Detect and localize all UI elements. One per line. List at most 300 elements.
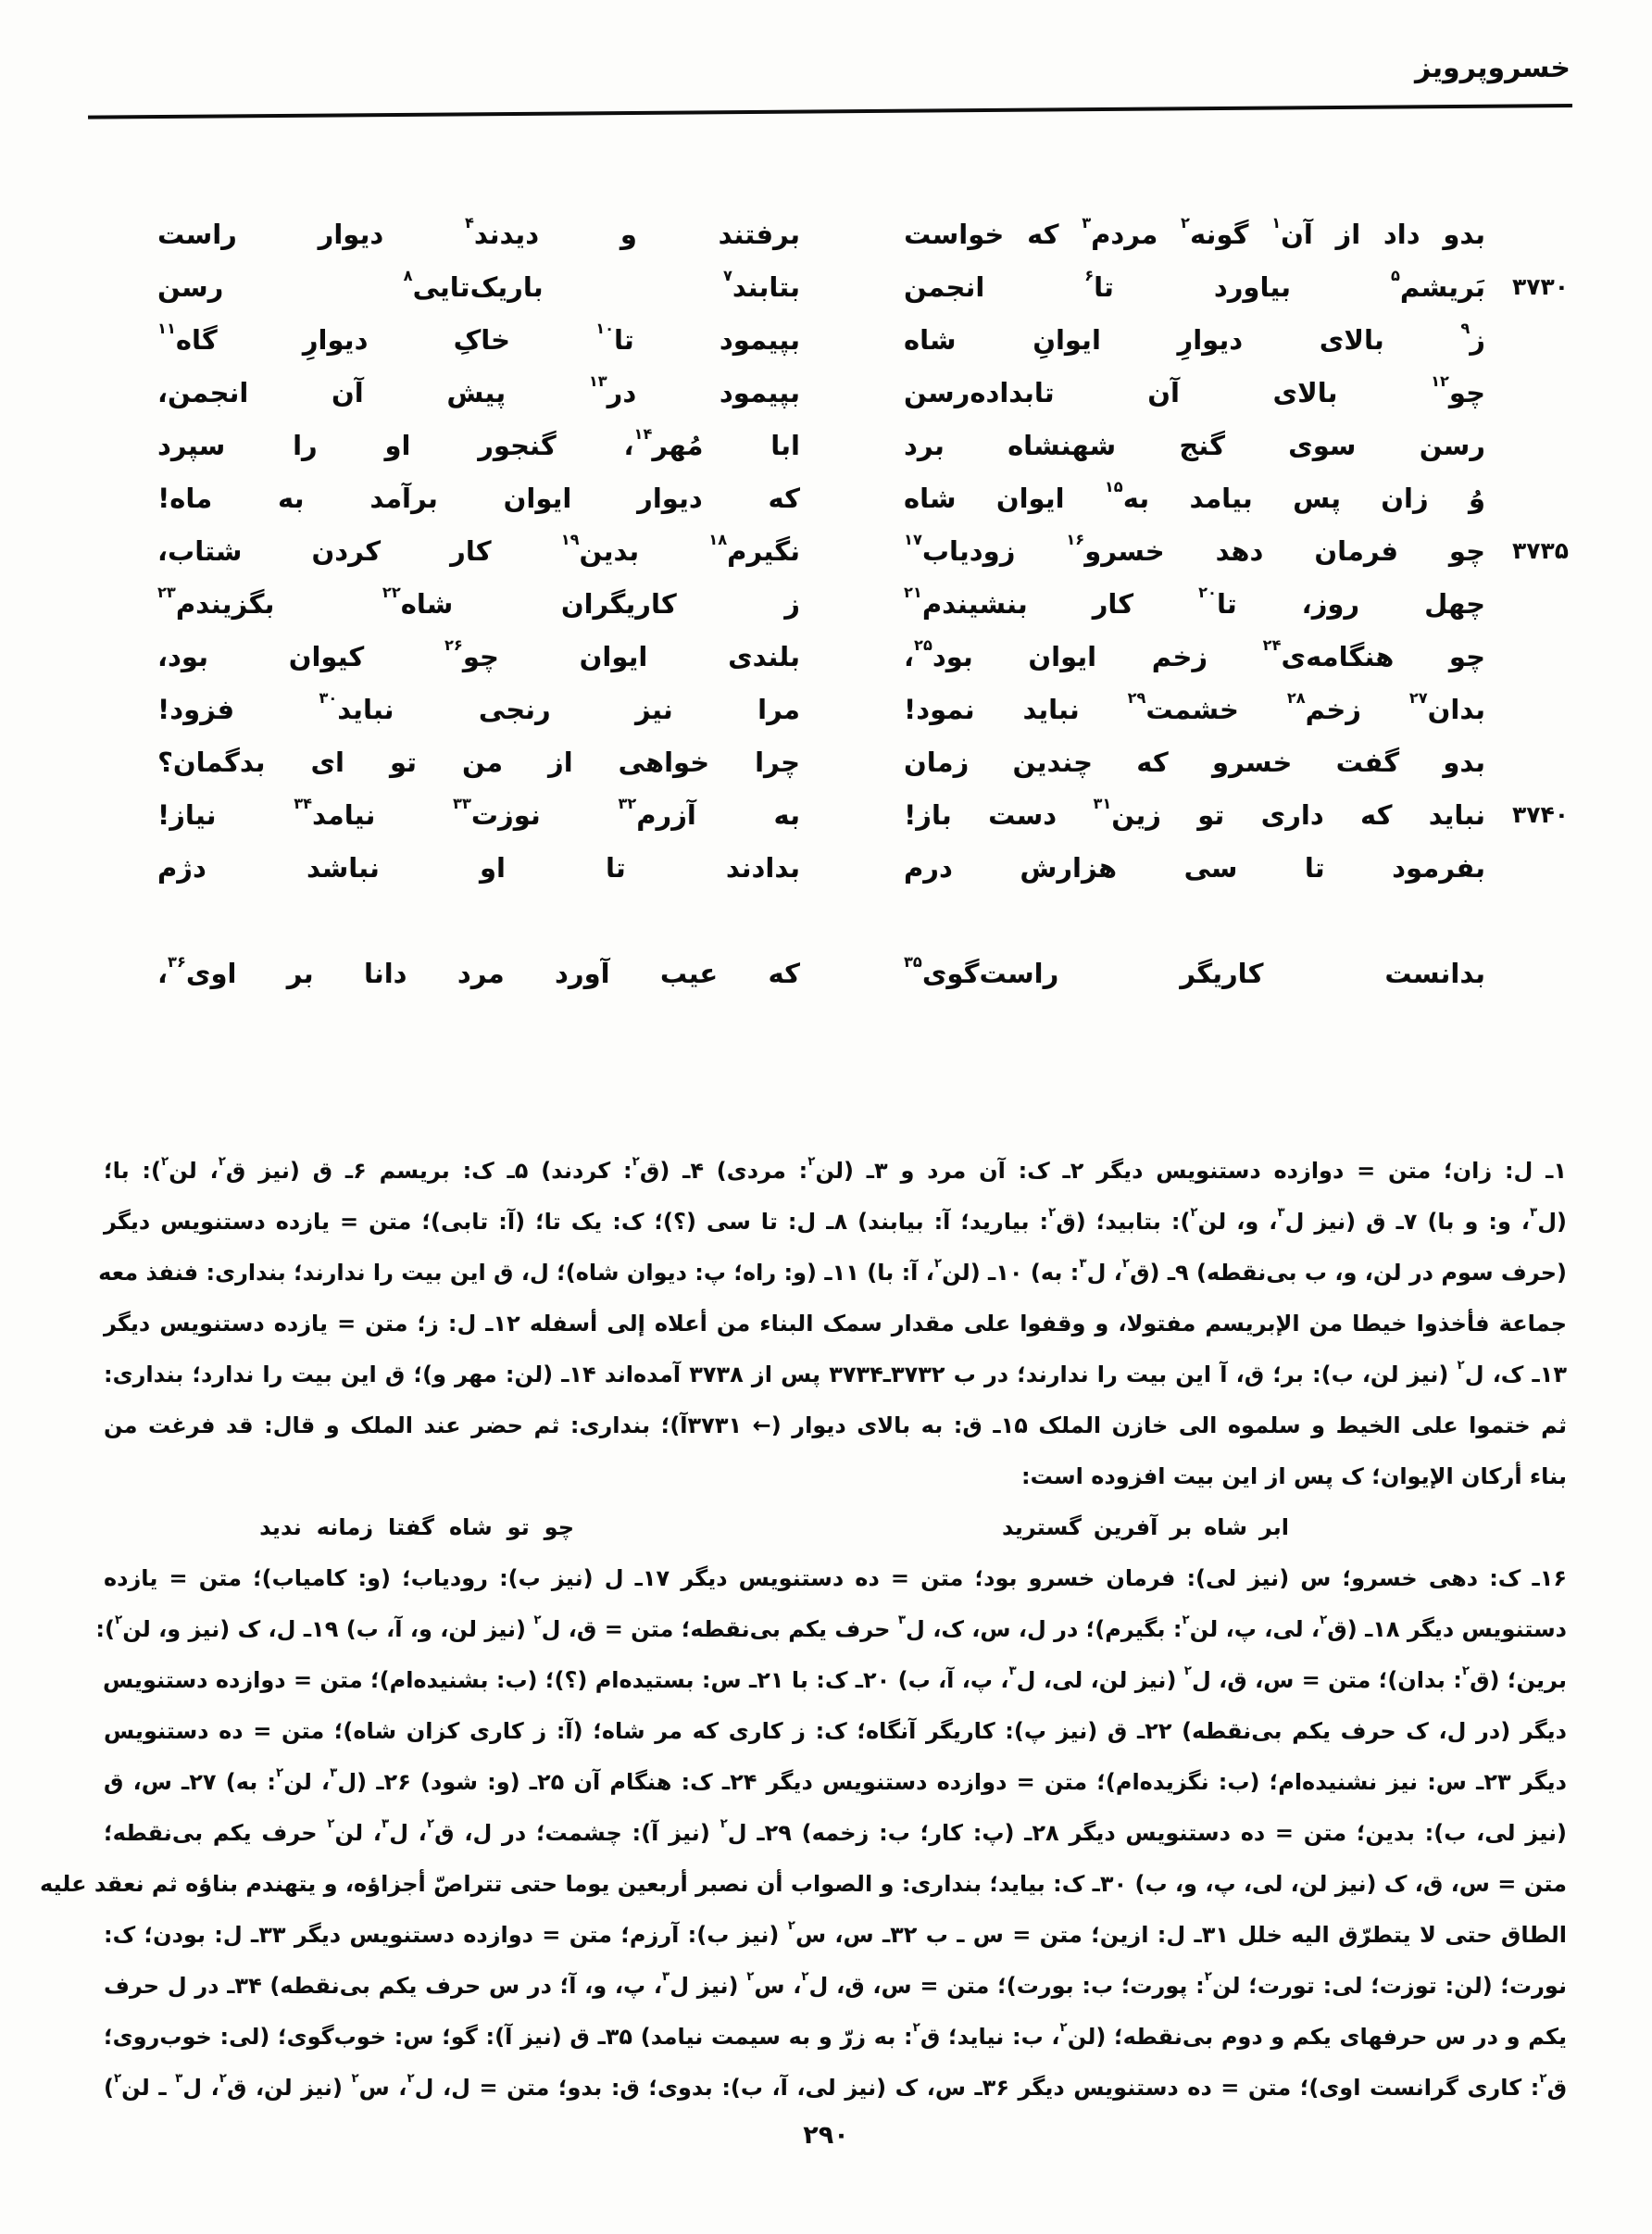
apparatus-line: ۱ـ ل: زان؛ متن = دوازده دستنویس دیگر ۲ـ ک: آن مرد و ۳ـ (لن$^۲$: مردی) ۴ـ (ق$^۲$: کردند) ۵ـ ک: بریسم ۶ـ ق (نیز ق$^۲$، لن$^۲$): با؛ [104,1155,1568,1184]
apparatus-line: (حرف سوم در لن، و، ب بی‌نقطه) ۹ـ (ق$^۲$، ل$^۳$: به) ۱۰ـ (لن$^۲$، آ: با) ۱۱ـ (و: راه؛ پ: دیوان شاه)؛ ل، ق این بیت را ندارند؛ بنداری: فنفذ معه [98,1257,1567,1286]
word: باریک‌تایی$^۸$ [403,267,544,303]
footnote-ref: ۲۰ [1198,584,1217,602]
hemistich-left [157,795,800,831]
word: بپیمود [719,323,800,356]
hemistich-right [904,478,1485,514]
word: زودیاب$^{۱۷}$ [904,531,1016,567]
footnote-ref: ۲ [1539,2072,1547,2087]
footnote-ref: ۱۵ [1104,478,1123,496]
word: تابداده‌رسن [904,376,1055,408]
word: ایوانِ [1032,323,1101,356]
couplet-row [157,207,1569,260]
word: دیوار [637,482,703,514]
hemistich-left [157,852,800,884]
word: داری [1260,798,1324,831]
apparatus-line: ثم ختموا علی الخیط و سلموه الی خازن الملک ۱۵ـ ق: به بالای دیوار (← ۳۷۳۱آ)؛ بنداری: ثم حضر عند الملک و قال: قد فرغت من [104,1412,1568,1438]
footnote-ref: ۳۵ [904,953,922,972]
word: از [548,746,573,778]
footnote-ref: ۲ [1059,2021,1068,2036]
footnote-ref: ۲ [1457,1359,1465,1374]
footnote-ref: ۲ [276,1766,284,1781]
word: بدین$^{۱۹}$ [560,531,640,567]
word: ایوان [503,482,572,514]
word: آزرم$^{۳۲}$ [618,795,696,831]
footnote-ref: ۷ [722,267,732,285]
hemistich-right [904,430,1485,461]
word: نباید [1022,693,1080,725]
word: دیوارِ [1177,323,1244,356]
footnote-ref: ۲ [746,1970,755,1985]
word: در$^{۱۳}$ [588,372,637,408]
footnote-ref: ۲ [801,1970,809,1985]
footnote-ref: ۱۲ [1431,372,1449,391]
word: کار [1092,587,1134,620]
word: آن [332,376,364,408]
word: چهل [1424,587,1485,620]
word: دژم [157,851,206,884]
hemistich-left [157,747,800,778]
word: سوی [1288,429,1357,461]
footnote-ref: ۲۱ [904,584,922,602]
word: نمود! [904,693,975,725]
word: وُ [1468,482,1485,514]
footnote-ref: ۲ [1320,1613,1328,1628]
word: شاه [904,482,957,514]
word: به$^{۱۵}$ [1104,478,1150,514]
footnote-ref: ۳ [662,1970,670,1985]
footnote-ref: ۲ [327,1817,335,1832]
word: زخم$^{۲۸}$ [1286,689,1361,725]
word: دست [988,798,1058,831]
word: گفتا [387,1514,434,1540]
word: فرمان [1314,534,1398,567]
couplet-row [157,260,1569,313]
footnote-ref: ۹ [1460,320,1471,338]
apparatus-line: دستنویس دیگر ۱۸ـ (ق$^۲$، لی، پ، لن$^۲$: بگیرم)؛ در ل، س، ک، ل$^۳$ حرف یکم بی‌نقطه؛ متن = ق، ل$^۲$ (نیز لن، و، آ، ب) ۱۹ـ ل، ک (نیز و، لن$^۲$): [95,1613,1567,1642]
word: ز$^۹$ [1460,320,1485,356]
word: زین$^{۳۱}$ [1093,795,1161,831]
word: نباید [1428,798,1485,831]
footnote-ref: ۱۸ [708,531,728,549]
word: گفت [1335,746,1400,778]
word: بتابند$^۷$ [722,267,800,303]
hemistich-left [157,425,800,461]
word: بپیمود [719,376,800,408]
word: نیاز! [157,798,217,831]
word: شاه [904,323,957,356]
apparatus-line: نورت؛ (لن: توزت؛ لی: تورت؛ لن$^۲$: پورت؛ ب: بورت)؛ متن = س، ق، ل$^۲$، س$^۲$ (نیز ل$^۳$، پ، و، آ؛ در س حرف یکم بی‌نقطه) ۳۴ـ در ل حرف [104,1970,1567,1999]
poem-two-columns [157,207,1569,999]
word: من [462,746,504,778]
word: او [384,429,411,461]
inserted-verse-right [1002,1502,1289,1553]
footnote-ref: ۲ [113,2072,122,2087]
footnote-ref: ۲ [1183,1664,1192,1679]
hemistich-left [157,483,800,514]
hemistich-right [904,795,1485,831]
word: آورد [555,957,610,989]
word: بیاورد [1213,270,1292,303]
footnote-ref: ۲ [807,1155,816,1170]
word: بدو [1443,218,1485,250]
word: مُهر$^{۱۴}$، [623,425,704,461]
word: خسرو$^{۱۶}$ [1066,531,1165,567]
hemistich-right [904,267,1485,303]
apparatus-line: جماعة فأخذوا خیطا من الإبریسم مفتولا، و وقفوا علی مقدار سمک البناء من أعلاه إلی أسفله ۱۲ـ ل: ز؛ متن = یازده دستنویس دیگر [104,1311,1567,1337]
word: گونه$^۲$ [1181,214,1249,250]
footnote-ref: ۲ [933,1257,943,1272]
word: زمان [904,746,970,778]
footnote-ref: ۵ [1391,267,1400,285]
footnote-ref: ۴ [464,214,474,232]
word: به [773,798,800,831]
word: نباشد [306,851,380,884]
footnote-ref: ۲۴ [1262,636,1282,655]
word: هنگامه‌ی$^{۲۴}$ [1262,636,1395,672]
word: تو [1197,798,1225,831]
footnote-ref: ۲ [1181,214,1190,232]
word: دهد [1215,534,1264,567]
word: بلندی [728,640,800,672]
word: تو [507,1514,530,1540]
word: خشمت$^{۲۹}$ [1127,689,1239,725]
word: شاه [448,1514,493,1540]
hemistich-left [157,320,800,356]
hemistich-right [904,747,1485,778]
couplet-row [157,419,1569,471]
footnote-ref: ۲۶ [444,636,463,655]
word: ای [310,746,344,778]
word: کاریگر [1180,957,1264,989]
couplet-row [157,313,1569,366]
hemistich-left [157,953,800,989]
word: خواست [904,218,1005,250]
couplet-row [157,947,1569,999]
apparatus-line: (ل$^۳$، و: و با) ۷ـ ق (نیز ل$^۳$، و، لن$^۲$): بتابید؛ (ق$^۲$: بیارید؛ آ: بیابند) ۸ـ ل: تا سی (؟)؛ ک: یک تا؛ (آ: تابی)؛ متن = یازده دستنویس دیگر [104,1206,1567,1235]
word: که [768,482,800,514]
hemistich-right [904,214,1485,250]
hemistich-left [157,636,800,672]
word: گنج [1179,429,1225,461]
footnote-ref: ۲ [114,1613,123,1628]
word: چرا [755,746,800,778]
word: و [620,218,637,250]
inserted-verse-row [104,1502,1567,1553]
footnote-ref: ۲ [160,1155,169,1170]
word: آن [1147,376,1180,408]
word: زمانه [316,1514,374,1540]
word: ایوان [995,482,1065,514]
word: داد [1383,218,1420,250]
word: مرد [457,957,505,989]
footnote-ref: ۲۵ [914,636,932,655]
footnote-ref: ۱۱ [157,320,176,338]
apparatus-line: دیگر (در ل، ک حرف یکم بی‌نقطه) ۲۲ـ ق (نیز پ): کاریگر آنگاه؛ ک: ز کاری که مر شاه؛ (آ: ز کاری کزان شاه)؛ متن = ده دستنویس [104,1718,1567,1744]
word: آن$^۱$ [1271,214,1313,250]
footnote-ref: ۲ [787,1919,795,1934]
word: رسن [1419,429,1485,461]
word: گاه$^{۱۱}$ [157,320,218,356]
footnote-ref: ۱ [1271,214,1282,232]
footnote-ref: ۲۷ [1408,689,1428,708]
couplet-row [157,735,1569,788]
word: ابر [1258,1514,1289,1540]
word: ابا [770,429,800,461]
verse-number: ۳۷۳۰ [1511,273,1569,300]
word: تا [606,851,626,884]
word: اوی$^{۳۶}$، [157,953,237,989]
word: شهنشاه [1007,429,1117,461]
word: مرا [757,693,800,725]
hemistich-left [157,214,800,250]
footnote-ref: ۳ [897,1613,907,1628]
footnote-ref: ۳ [1082,214,1092,232]
word: کاریگران [560,587,677,620]
word: نوزت$^{۳۳}$ [453,795,541,831]
footnote-ref: ۲ [219,2072,227,2087]
page-number: ۲۹۰ [803,2121,849,2150]
couplet-row [157,683,1569,735]
footnote-ref: ۱۹ [560,531,580,549]
word: بالای [1319,323,1384,356]
apparatus-line: (نیز لی، ب): بدین؛ متن = ده دستنویس دیگر ۲۸ـ (پ: کار؛ ب: زخمه) ۲۹ـ ل$^۲$ (نیز آ): چشمت؛ در ل، ق$^۲$، ل$^۳$، لن$^۲$ حرف یکم بی‌نقطه؛ [104,1817,1568,1846]
word: ندید [259,1514,302,1540]
word: بر [286,957,314,989]
footnote-ref: ۳ [1277,1206,1285,1221]
word: چو$^{۲۶}$ [444,636,499,672]
word: روز، [1301,587,1360,620]
word: تا$^{۲۰}$ [1198,584,1237,620]
word: بفرمود [1392,851,1485,884]
footnote-ref: ۲ [720,1817,728,1832]
word: چو$^{۱۲}$ [1431,372,1485,408]
word: ز [784,587,800,620]
couplet-row [157,471,1569,524]
word: بگزیندم$^{۲۳}$ [157,584,275,620]
footnote-ref: ۳۳ [453,795,471,813]
footnote-ref: ۲ [1190,1206,1198,1221]
word: کیوان [288,640,365,672]
couplet-row [157,366,1569,419]
word: راست‌گوی$^{۳۵}$ [904,953,1059,989]
couplet-row [157,788,1569,841]
word: هزارش [1020,851,1118,884]
word: برآمد [369,482,438,514]
footnote-ref: ۳ [175,2072,183,2087]
footnote-ref: ۲ [1048,1206,1057,1221]
word: دیوارِ [302,323,369,356]
word: سپرد [157,429,226,461]
hemistich-right [904,584,1485,620]
hemistich-right [904,320,1485,356]
word: بدگمان؟ [157,746,266,778]
apparatus-line: بناء أرکان الإیوان؛ ک پس از این بیت افزوده است: [1021,1463,1567,1489]
footnote-ref: ۱۷ [904,531,922,549]
word: ماه! [157,482,213,514]
footnote-ref: ۲ [1121,1257,1131,1272]
footnote-ref: ۲۳ [157,584,176,602]
footnote-ref: ۲۲ [382,584,401,602]
word: خاکِ [453,323,511,356]
apparatus-line: ۱۳ـ ک، ل$^۲$ (نیز لن، ب): بر؛ ق، آ این بیت را ندارند؛ در ب ۳۷۳۲ـ۳۷۳۴ پس از ۳۷۳۸ آمده‌اند ۱۴ـ (لن: مهر و)؛ ق این بیت را ندارد؛ بنداری: [104,1359,1568,1387]
couplet-row [157,841,1569,894]
hemistich-left [157,689,800,725]
word: انجمن، [157,376,249,408]
hemistich-right [904,531,1485,567]
footnote-ref: ۲ [218,1155,226,1170]
footnote-ref: ۳ [330,1766,338,1781]
hemistich-right [904,953,1485,989]
footnote-ref: ۳۰ [319,689,338,708]
word: کردن [311,534,382,567]
running-header-title: خسروپرویز [1415,52,1571,84]
footnote-ref: ۱۰ [595,320,615,338]
apparatus-line: برین؛ (ق$^۲$: بدان)؛ متن = س، ق، ل$^۲$ (نیز لن، لی، ل$^۳$، پ، آ، ب) ۲۰ـ ک: با ۲۱ـ س: بستیده‌ام (؟)؛ (ب: بشنیده‌ام)؛ متن = دوازده دستنویس [103,1664,1567,1693]
word: که [1360,798,1393,831]
word: تا$^۶$ [1084,267,1114,303]
word: که [768,957,800,989]
word: به [278,482,305,514]
word: نگیرم$^{۱۸}$ [708,531,800,567]
word: مردم$^۳$ [1082,214,1158,250]
word: نیامد$^{۳۴}$ [294,795,376,831]
word: بر [1170,1514,1193,1540]
apparatus-line: یکم و در س حرفهای یکم و دوم بی‌نقطه؛ (لن$^۲$، ب: نیاید؛ ق$^۲$: به زرّ و به سیمت نیامد) ۳۵ـ ق (نیز آ): گو؛ س: خوب‌گوی؛ (لی: خوب‌روی؛ [104,2021,1568,2050]
hemistich-right [904,636,1485,672]
footnote-ref: ۳۴ [294,795,313,813]
word: پس [1293,482,1341,514]
footnote-ref: ۲ [533,1613,542,1628]
word: بالای [1272,376,1338,408]
word: سی [1183,851,1238,884]
word: که [1027,218,1059,250]
word: درم [904,851,953,884]
word: برد [904,429,945,461]
apparatus-line: دیگر ۲۳ـ س: نیز نشنیده‌ام؛ (ب: نگزیده‌ام)؛ متن = دوازده دستنویس دیگر ۲۴ـ ک: هنگام آن ۲۵ـ (و: شود) ۲۶ـ (ل$^۳$، لن$^۲$: به) ۲۷ـ س، ق [104,1766,1568,1795]
hemistich-right [904,689,1485,725]
footnote-ref: ۱۳ [588,372,607,391]
word: بنشیندم$^{۲۱}$ [904,584,1028,620]
word: دیدند$^۴$ [464,214,540,250]
apparatus-line: ق$^۲$: کاری گرانست اوی)؛ متن = ده دستنویس دیگر ۳۶ـ س، ک (نیز لی، آ، ب): بدوی؛ ق: بدو؛ متن = ل، ل$^۲$، س$^۲$ (نیز لن، ق$^۲$، ل$^۳$ ـ لن$^۲$) [104,2072,1568,2101]
word: ایوان [579,640,648,672]
footnote-ref: ۳ [1530,1206,1538,1221]
word: فزود! [157,693,235,725]
word: برفتند [718,218,800,250]
word: چو [1448,534,1485,567]
word: چندین [1012,746,1094,778]
footnote-ref: ۳۶ [168,953,186,972]
apparatus-line: متن = س، ق، ک (نیز لن، لی، پ، و، ب) ۳۰ـ ک: بیاید؛ بنداری: و الصواب أن نصبر أربعین یوما حتی تتراصّ أجزاؤه، و یتهندم بناؤه ثم نعقد علیه [39,1871,1567,1897]
word: چو [1448,640,1485,672]
word: گسترید [1002,1514,1082,1540]
footnote-ref: ۲ [912,2021,920,2036]
inserted-verse-left [259,1502,574,1553]
word: دانا [363,957,407,989]
footnote-ref: ۳۲ [618,795,637,813]
word: بدادند [725,851,800,884]
word: بدو [1443,746,1485,778]
hemistich-left [157,372,800,408]
word: نباید$^{۳۰}$ [319,689,394,725]
hemistich-left [157,267,800,303]
word: بدان$^{۲۷}$ [1408,689,1485,725]
word: رسن [157,270,224,303]
footnote-ref: ۲۹ [1127,689,1146,708]
word: شاه [1204,1514,1247,1540]
footnote-ref: ۲ [1204,1970,1212,1985]
verse-number: ۳۷۳۵ [1511,537,1569,564]
footnote-ref: ۲ [351,2072,359,2087]
word: آفرین [1093,1514,1158,1540]
footnote-ref: ۲۸ [1286,689,1306,708]
word: نیز [634,693,673,725]
word: شتاب، [157,534,243,567]
word: بدانست [1384,957,1485,989]
word: از [1335,218,1361,250]
word: که [1136,746,1169,778]
word: چو [544,1514,574,1540]
footnote-ref: ۲ [407,2072,415,2087]
word: پیش [446,376,507,408]
word: گنجور [478,429,557,461]
word: کار [450,534,492,567]
word: زخم [1151,640,1208,672]
footnote-ref: ۳ [382,1817,390,1832]
footnote-ref: ۲ [632,1155,640,1170]
word: بَریشم$^۵$ [1391,267,1485,303]
footnote-ref: ۱۴ [633,425,653,444]
apparatus-criticus [39,1146,1568,2114]
footnote-ref: ۱۶ [1066,531,1085,549]
word: بیامد [1189,482,1253,514]
hemistich-right [904,372,1485,408]
hemistich-left [157,584,800,620]
apparatus-line: الطاق حتی لا یتطرّق الیه خلل ۳۱ـ ل: ازین؛ متن = س ـ ب ۳۲ـ س، س$^۲$ (نیز ب): آرزم؛ متن = دوازده دستنویس دیگر ۳۳ـ ل: بودن؛ ک: [104,1919,1567,1948]
word: ایوان [1028,640,1097,672]
header-rule [88,104,1572,119]
word: خسرو [1211,746,1293,778]
footnote-ref: ۳ [1079,1257,1087,1272]
footnote-ref: ۳۱ [1093,795,1112,813]
word: عیب [659,957,719,989]
word: زان [1381,482,1429,514]
word: بود، [157,640,208,672]
word: شاه$^{۲۲}$ [382,584,454,620]
word: راست [157,218,237,250]
word: دیوار [318,218,384,250]
footnote-ref: ۶ [1084,267,1095,285]
word: بود$^{۲۵}$، [904,636,973,672]
hemistich-left [157,531,800,567]
couplet-row [157,524,1569,577]
apparatus-line: ۱۶ـ ک: دهی خسرو؛ س (نیز لی): فرمان خسرو بود؛ متن = ده دستنویس دیگر ۱۷ـ ل (نیز ب): رودیاب؛ (و: کامیاب)؛ متن = یازده [104,1565,1568,1591]
footnote-ref: ۳ [1008,1664,1017,1679]
couplet-row [157,630,1569,683]
word: باز! [904,798,952,831]
word: او [479,851,506,884]
word: تا [1304,851,1325,884]
verse-number: ۳۷۴۰ [1511,801,1569,828]
word: تو [389,746,418,778]
word: را [293,429,318,461]
footnote-ref: ۸ [403,267,413,285]
footnote-ref: ۲ [1461,1664,1471,1679]
hemistich-right [904,852,1485,884]
word: انجمن [904,270,985,303]
word: رنجی [478,693,551,725]
footnote-ref: ۲ [426,1817,435,1832]
